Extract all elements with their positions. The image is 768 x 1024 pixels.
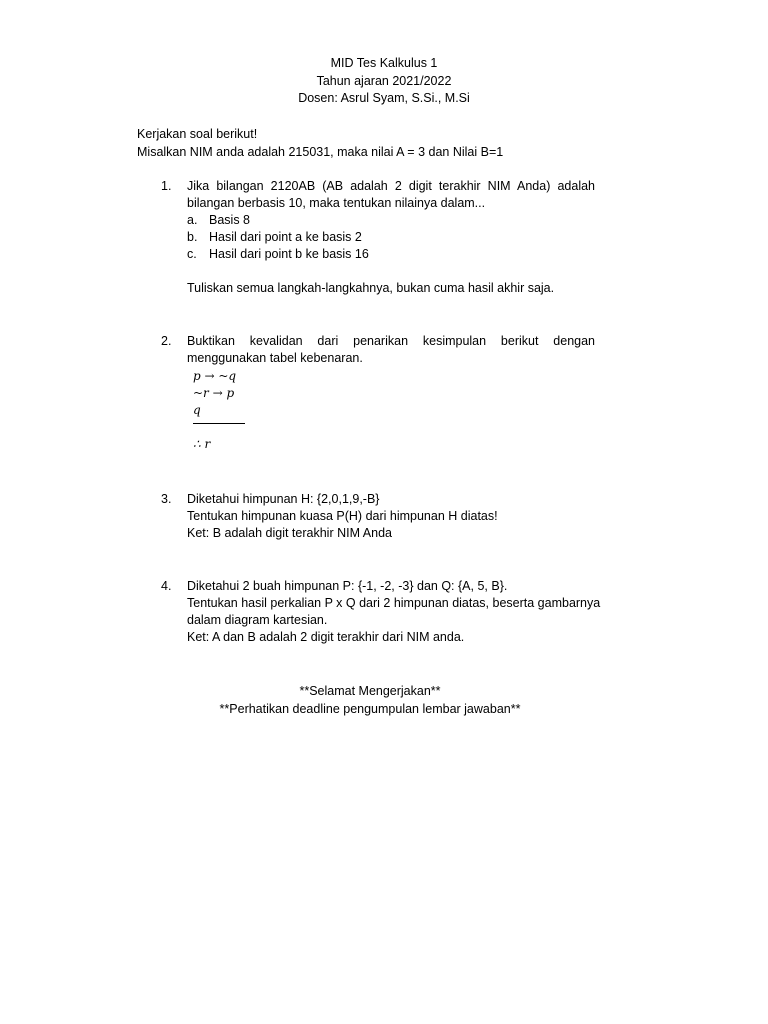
sub-item-a [187, 212, 595, 229]
exam-title: MID Tes Kalkulus 1 [330, 56, 438, 70]
intro-section [137, 126, 503, 162]
closing-line: **Selamat Mengerjakan** [299, 684, 441, 698]
question-1 [161, 178, 595, 297]
question-number: 1. [161, 179, 172, 193]
premise-3: q [193, 403, 201, 417]
conclusion: ∴ r [193, 437, 211, 451]
exam-header [0, 55, 768, 108]
sub-item-text: Hasil dari point b ke basis 16 [209, 247, 369, 261]
sub-item-text: Basis 8 [209, 213, 250, 227]
question-text-line: menggunakan tabel kebenaran. [187, 351, 363, 365]
lecturer-name: Dosen: Asrul Syam, S.Si., M.Si [298, 91, 470, 105]
question-text-line: dalam diagram kartesian. [187, 613, 328, 627]
question-text-line: Tentukan hasil perkalian P x Q dari 2 himpunan diatas, beserta gambarnya [187, 596, 601, 610]
instruction-text: Kerjakan soal berikut! [137, 127, 258, 141]
question-4 [161, 578, 621, 646]
sub-item-c [187, 246, 595, 263]
question-2 [161, 333, 595, 453]
question-note: Tuliskan semua langkah-langkahnya, bukan cuma hasil akhir saja. [187, 281, 555, 295]
question-number: 4. [161, 579, 172, 593]
argument-block [193, 368, 595, 453]
sub-item-letter: c. [187, 247, 197, 261]
question-3 [161, 491, 595, 542]
question-text-line: Diketahui 2 buah himpunan P: {-1, -2, -3} dan Q: {A, 5, B}. [187, 579, 508, 593]
question-number: 2. [161, 334, 172, 348]
sub-item-text: Hasil dari point a ke basis 2 [209, 230, 362, 244]
academic-year: Tahun ajaran 2021/2022 [316, 73, 452, 88]
assumption-text: Misalkan NIM anda adalah 215031, maka nilai A = 3 dan Nilai B=1 [137, 145, 504, 159]
sub-item-letter: a. [187, 213, 198, 227]
premise-1: p → ~q [193, 369, 237, 383]
question-note: Ket: A dan B adalah 2 digit terakhir dari NIM anda. [187, 630, 465, 644]
question-text-line: Tentukan himpunan kuasa P(H) dari himpunan H diatas! [187, 509, 498, 523]
sub-item-letter: b. [187, 230, 198, 244]
question-text-line: Buktikan kevalidan dari penarikan kesimpulan berikut dengan [187, 334, 595, 348]
question-number: 3. [161, 492, 172, 506]
premise-2: ~r → p [193, 386, 235, 400]
argument-divider [193, 423, 245, 424]
question-note: Ket: B adalah digit terakhir NIM Anda [187, 526, 392, 540]
sub-item-b [187, 229, 595, 246]
question-text-line: Jika bilangan 2120AB (AB adalah 2 digit terakhir NIM Anda) adalah [187, 179, 595, 193]
question-text-line: Diketahui himpunan H: {2,0,1,9,-B} [187, 492, 380, 506]
deadline-reminder: **Perhatikan deadline pengumpulan lembar jawaban** [219, 702, 521, 716]
question-text-line: bilangan berbasis 10, maka tentukan nilainya dalam... [187, 196, 486, 210]
exam-footer [0, 683, 740, 719]
